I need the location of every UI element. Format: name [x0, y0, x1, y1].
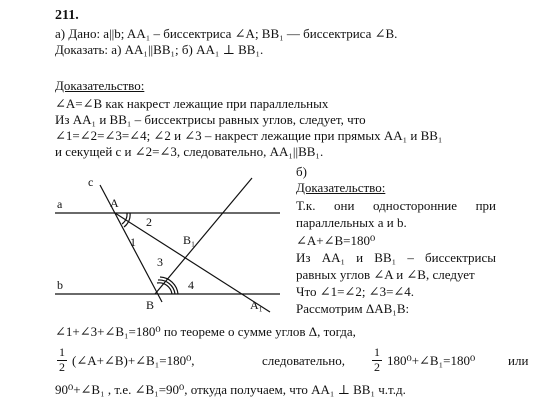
proof-b-line: Т.к. они односторонние при [296, 198, 496, 213]
label-a: a [57, 197, 63, 211]
label-B: B [146, 298, 155, 312]
proof-b-line: параллельных a и b. [296, 215, 407, 230]
angle-label-3: 3 [157, 255, 163, 269]
formula-part: 180⁰+∠B₁=180⁰ [387, 353, 476, 368]
formula-part: (∠A+∠B)+∠B₁=180⁰, [72, 353, 195, 368]
proof-b-bottom-line: ∠1+∠3+∠B₁=180⁰ по теореме о сумме углов Δ, тогда, [55, 324, 356, 339]
proof-b-label: б) [296, 164, 307, 179]
label-A: A [110, 196, 119, 210]
angle-label-4: 4 [188, 278, 194, 292]
angle-label-2: 2 [146, 215, 152, 229]
proof-b-line: Рассмотрим ΔAB₁B: [296, 301, 410, 316]
proof-b-bottom-line: 90⁰+∠B₁ , т.е. ∠B₁=90⁰, откуда получаем, что AA₁ ⊥ BB₁ ч.т.д. [55, 382, 406, 397]
proof-b-line: Из AA₁ и BB₁ – биссектрисы [296, 250, 496, 265]
proof-a-line: ∠1=∠2=∠3=∠4; ∠2 и ∠3 – накрест лежащие при прямых AA₁ и BB₁ [55, 128, 443, 143]
proof-a-line: Из AA₁ и BB₁ – биссектрисы равных углов, следует, что [55, 112, 366, 127]
fraction-numerator: 1 [374, 345, 380, 359]
label-A1: A₁ [250, 298, 263, 312]
label-c: c [88, 175, 94, 189]
proof-b-line: равных углов ∠A и ∠B, следует [296, 267, 475, 282]
prove-line: Доказать: а) AA₁||BB₁; б) AA₁ ⊥ BB₁. [55, 42, 264, 57]
proof-b-line: Что ∠1=∠2; ∠3=∠4. [296, 284, 415, 299]
formula-part: или [508, 353, 529, 368]
bisector-bb1 [155, 178, 252, 294]
proof-a-line: ∠A=∠B как накрест лежащие при параллельных [55, 96, 329, 111]
proof-b-line: ∠A+∠B=180⁰ [296, 233, 376, 248]
problem-number: 211. [55, 8, 79, 23]
fraction-denominator: 2 [374, 360, 380, 374]
fraction-denominator: 2 [59, 360, 65, 374]
fraction-numerator: 1 [59, 345, 65, 359]
proof-a-heading: Доказательство: [55, 78, 145, 93]
given-line: а) Дано: a||b; AA₁ – биссектриса ∠A; BB₁ — биссектриса ∠B. [55, 26, 398, 41]
label-b: b [57, 278, 63, 292]
proof-a-line: и секущей c и ∠2=∠3, следовательно, AA₁||BB₁. [55, 144, 324, 159]
angle-label-1: 1 [130, 235, 136, 249]
proof-b-heading: Доказательство: [296, 180, 386, 195]
label-B1: B₁ [183, 233, 196, 247]
bisector-aa1 [115, 213, 270, 312]
formula-part: следовательно, [262, 353, 345, 368]
